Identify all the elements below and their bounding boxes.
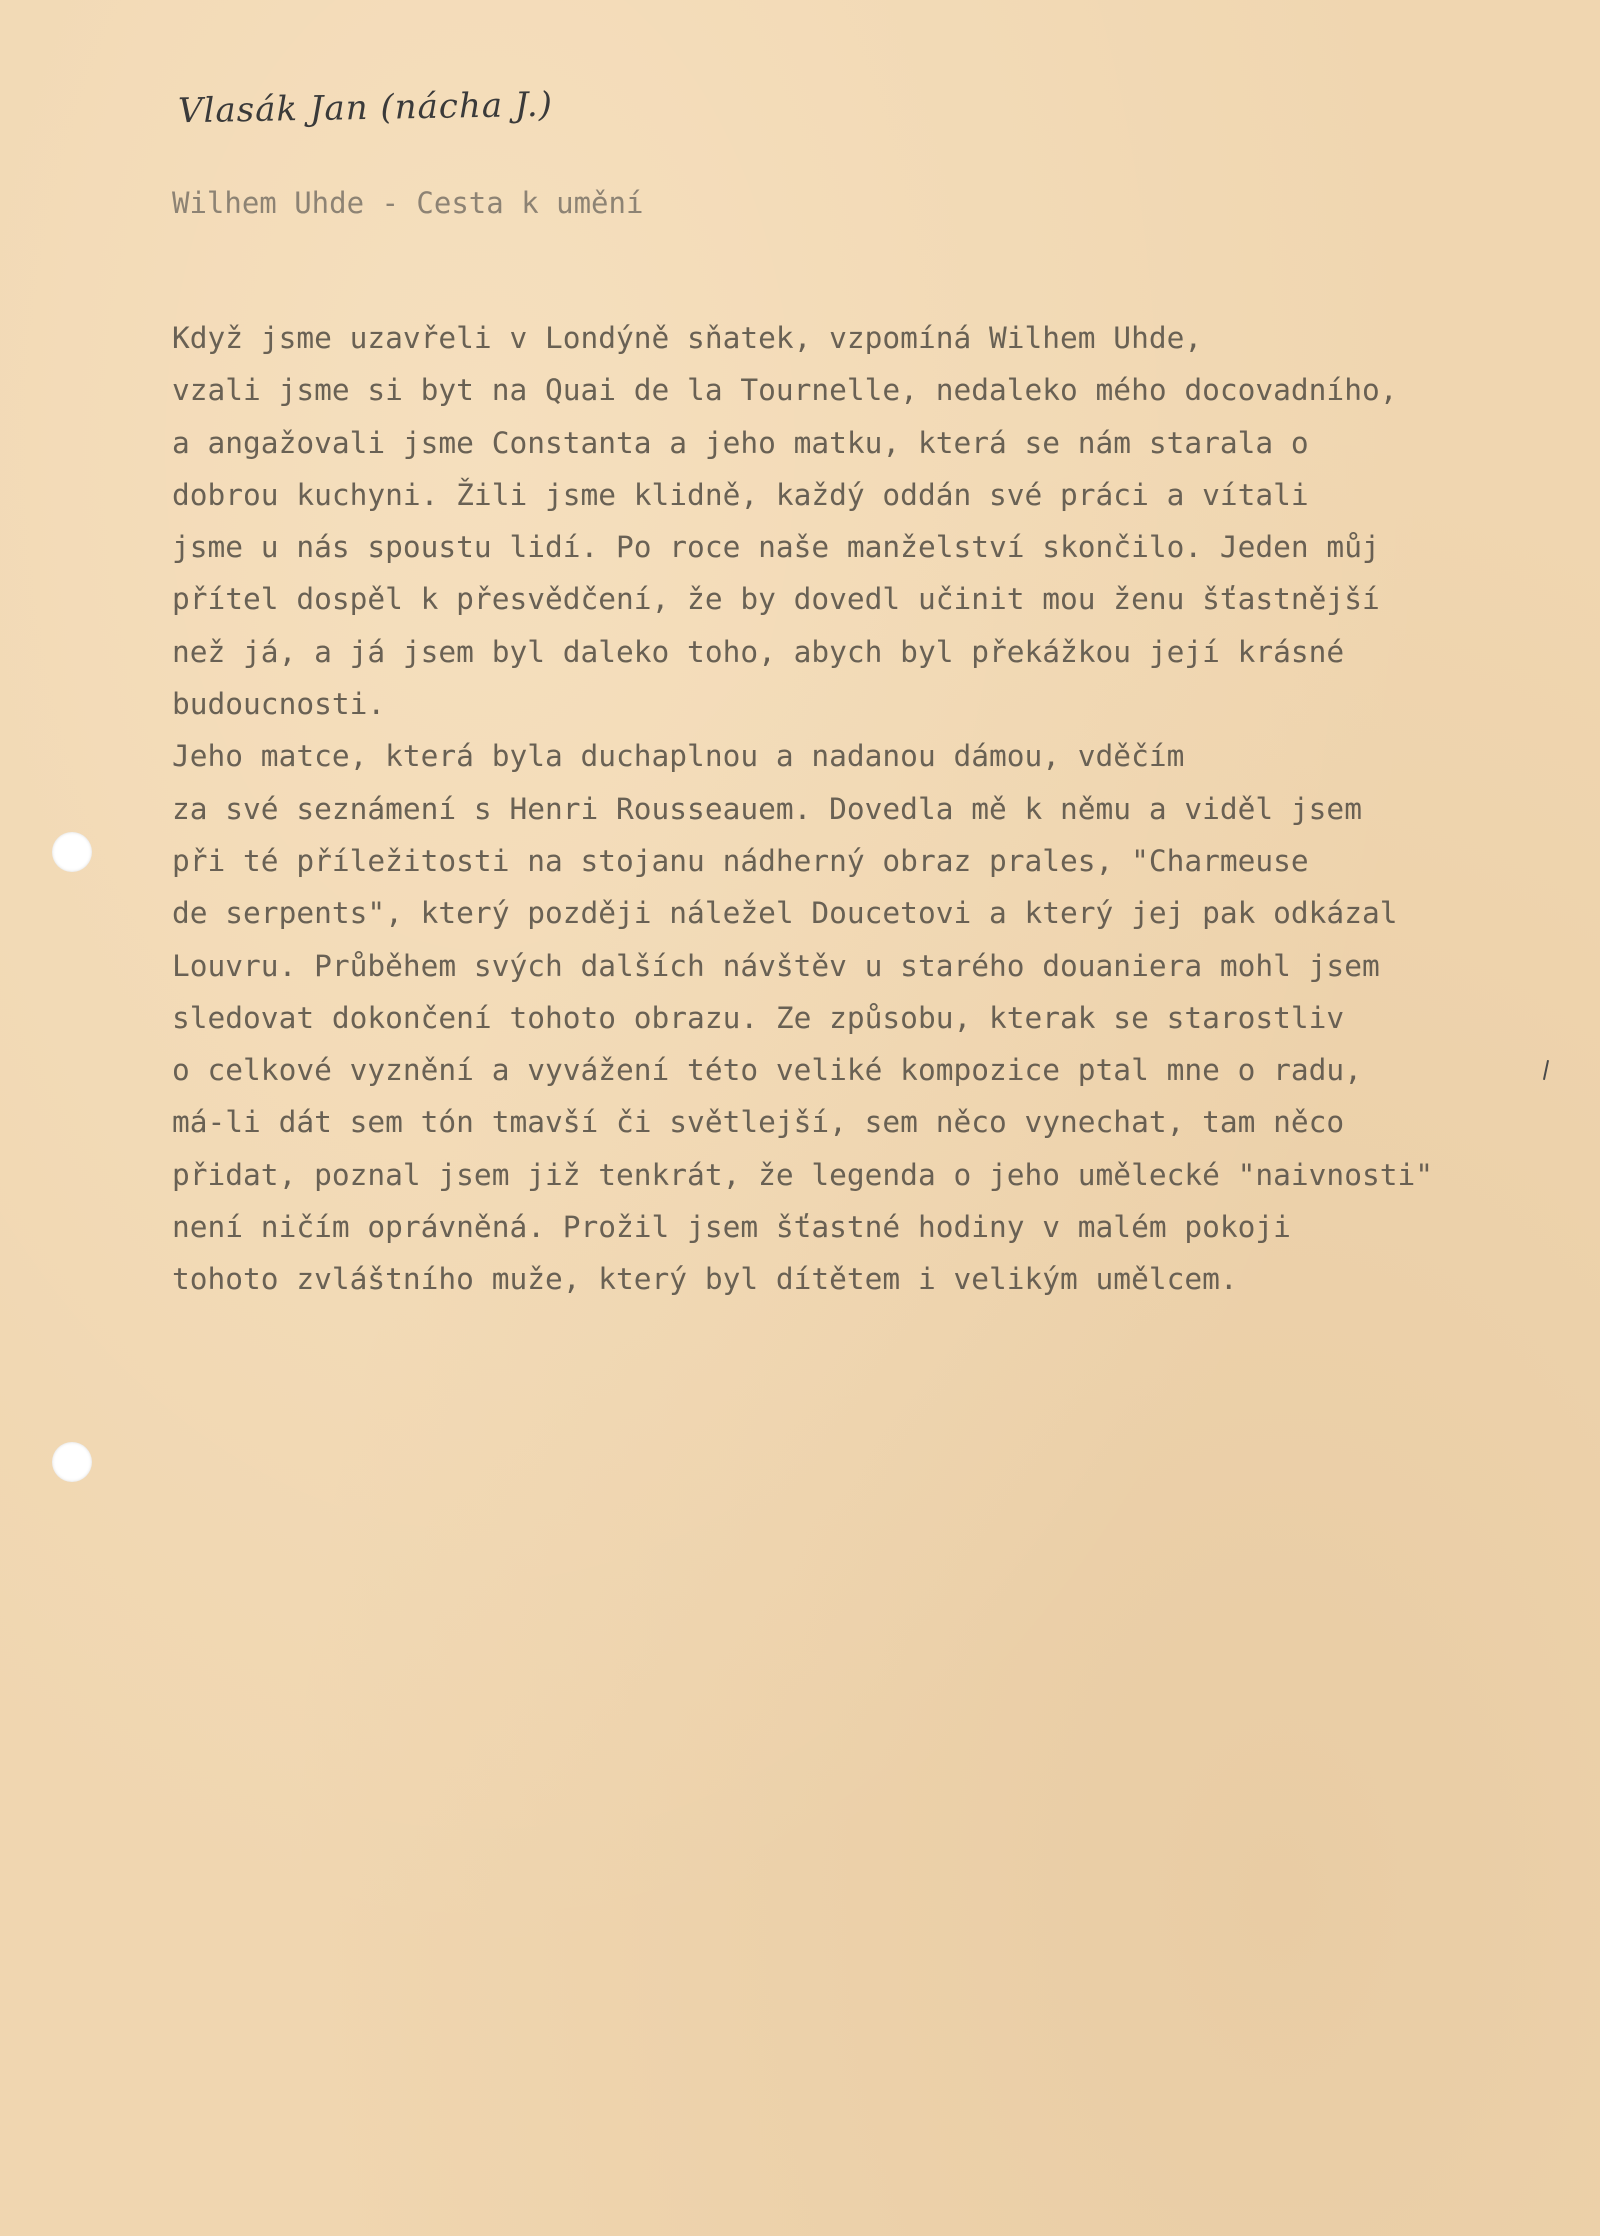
body-line: není ničím oprávněná. Prožil jsem šťastné hodiny v malém pokoji xyxy=(172,1210,1291,1245)
body-line: Když jsme uzavřeli v Londýně sňatek, vzpomíná Wilhem Uhde, xyxy=(172,321,1203,355)
punch-hole-top xyxy=(52,832,92,872)
document-title: Wilhem Uhde - Cesta k umění xyxy=(172,186,644,220)
handwritten-note: Vlasák Jan (nácha J.) xyxy=(177,84,554,132)
body-line: než já, a já jsem byl daleko toho, abych byl překážkou její krásné xyxy=(172,634,1345,669)
body-line: o celkové vyznění a vyvážení této veliké kompozice ptal mne o radu, xyxy=(172,1053,1362,1088)
body-line: budoucnosti. xyxy=(172,687,386,722)
margin-pencil-mark xyxy=(1543,1060,1549,1080)
body-line: tohoto zvláštního muže, který byl dítětem i velikým umělcem. xyxy=(172,1262,1238,1297)
body-line: sledovat dokončení tohoto obrazu. Ze způsobu, kterak se starostliv xyxy=(172,1000,1345,1035)
body-line: Jeho matce, která byla duchaplnou a nadanou dámou, vděčím xyxy=(172,739,1185,774)
body-line: Louvru. Průběhem svých dalších návštěv u starého douaniera mohl jsem xyxy=(172,948,1380,983)
punch-hole-bottom xyxy=(52,1442,92,1482)
body-line: dobrou kuchyni. Žili jsme klidně, každý oddán své práci a vítali xyxy=(172,477,1309,512)
body-line: za své seznámení s Henri Rousseauem. Dovedla mě k němu a viděl jsem xyxy=(172,791,1362,826)
document-body xyxy=(172,312,1532,1306)
body-line: přidat, poznal jsem již tenkrát, že legenda o jeho umělecké "naivnosti" xyxy=(172,1157,1433,1192)
body-line: vzali jsme si byt na Quai de la Tournelle, nedaleko mého docovadního, xyxy=(172,373,1398,408)
body-line: jsme u nás spoustu lidí. Po roce naše manželství skončilo. Jeden můj xyxy=(172,530,1380,565)
body-line: a angažovali jsme Constanta a jeho matku, která se nám starala o xyxy=(172,425,1309,460)
body-line: má-li dát sem tón tmavší či světlejší, sem něco vynechat, tam něco xyxy=(172,1105,1345,1140)
body-line: při té příležitosti na stojanu nádherný obraz prales, "Charmeuse xyxy=(172,843,1309,878)
body-line: přítel dospěl k přesvědčení, že by dovedl učinit mou ženu šťastnější xyxy=(172,582,1380,617)
body-line: de serpents", který později náležel Doucetovi a který jej pak odkázal xyxy=(172,896,1398,931)
